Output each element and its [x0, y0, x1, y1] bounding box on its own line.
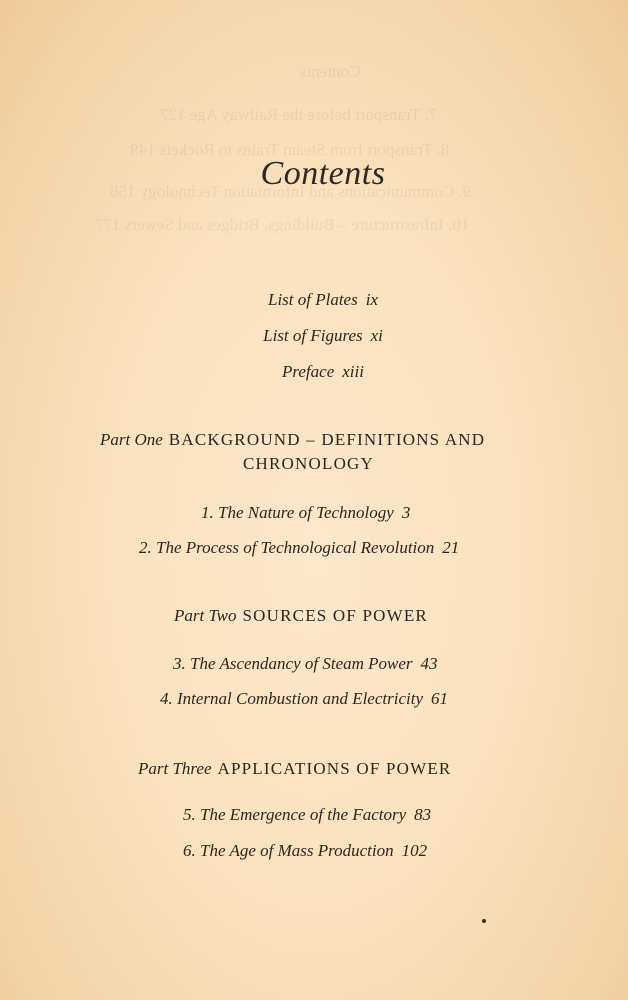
- part-label: Part Two: [174, 606, 237, 625]
- page-title: Contents: [260, 155, 386, 192]
- chapter-title: 3. The Ascendancy of Steam Power: [173, 654, 413, 673]
- part-heading: [138, 759, 451, 779]
- bleed-through-text: Contents 7. Transport before the Railway Age 127 8. Transport from Steam Trains to Rockets 149 9. Communications and Information Technology 158 10. Infrastructure – Buildings, Bridges and Sewers 177: [95, 62, 472, 234]
- chapter-title: 1. The Nature of Technology: [201, 503, 394, 522]
- front-matter-label: List of Plates: [267, 290, 358, 309]
- chapter-title: 2. The Process of Technological Revolution: [139, 538, 435, 557]
- part-label: Part One: [100, 430, 163, 449]
- chapter-title: 5. The Emergence of the Factory: [183, 805, 407, 824]
- chapter-page: 43: [420, 654, 438, 673]
- chapter-entry: [201, 503, 410, 523]
- chapter-page: 61: [431, 689, 448, 708]
- front-matter-page: xiii: [342, 362, 364, 381]
- part-heading: [174, 606, 428, 626]
- part-title: APPLICATIONS OF POWER: [217, 759, 452, 778]
- part-heading-continued: [243, 454, 374, 474]
- chapter-entry: [139, 538, 459, 558]
- chapter-page: 102: [401, 841, 428, 860]
- part-title: SOURCES OF POWER: [242, 606, 428, 625]
- front-matter-page: xi: [370, 326, 383, 345]
- paper-speck: [482, 919, 486, 923]
- front-matter-item: [0, 290, 628, 310]
- front-matter-label: List of Figures: [263, 326, 363, 345]
- part-label: Part Three: [138, 759, 212, 778]
- chapter-entry: [183, 841, 427, 861]
- front-matter-item: [0, 326, 628, 346]
- chapter-page: 83: [414, 805, 432, 824]
- chapter-page: 3: [401, 503, 411, 522]
- front-matter-label: Preface: [282, 362, 335, 381]
- chapter-entry: [173, 654, 438, 674]
- front-matter-item: [0, 362, 628, 382]
- chapter-entry: [160, 689, 448, 709]
- chapter-entry: [183, 805, 431, 825]
- part-heading: [100, 430, 485, 450]
- chapter-page: 21: [442, 538, 460, 557]
- part-title: BACKGROUND – DEFINITIONS AND: [168, 430, 486, 449]
- part-title: CHRONOLOGY: [243, 454, 374, 473]
- chapter-title: 4. Internal Combustion and Electricity: [160, 689, 423, 708]
- front-matter-page: ix: [365, 290, 378, 309]
- chapter-title: 6. The Age of Mass Production: [183, 841, 394, 860]
